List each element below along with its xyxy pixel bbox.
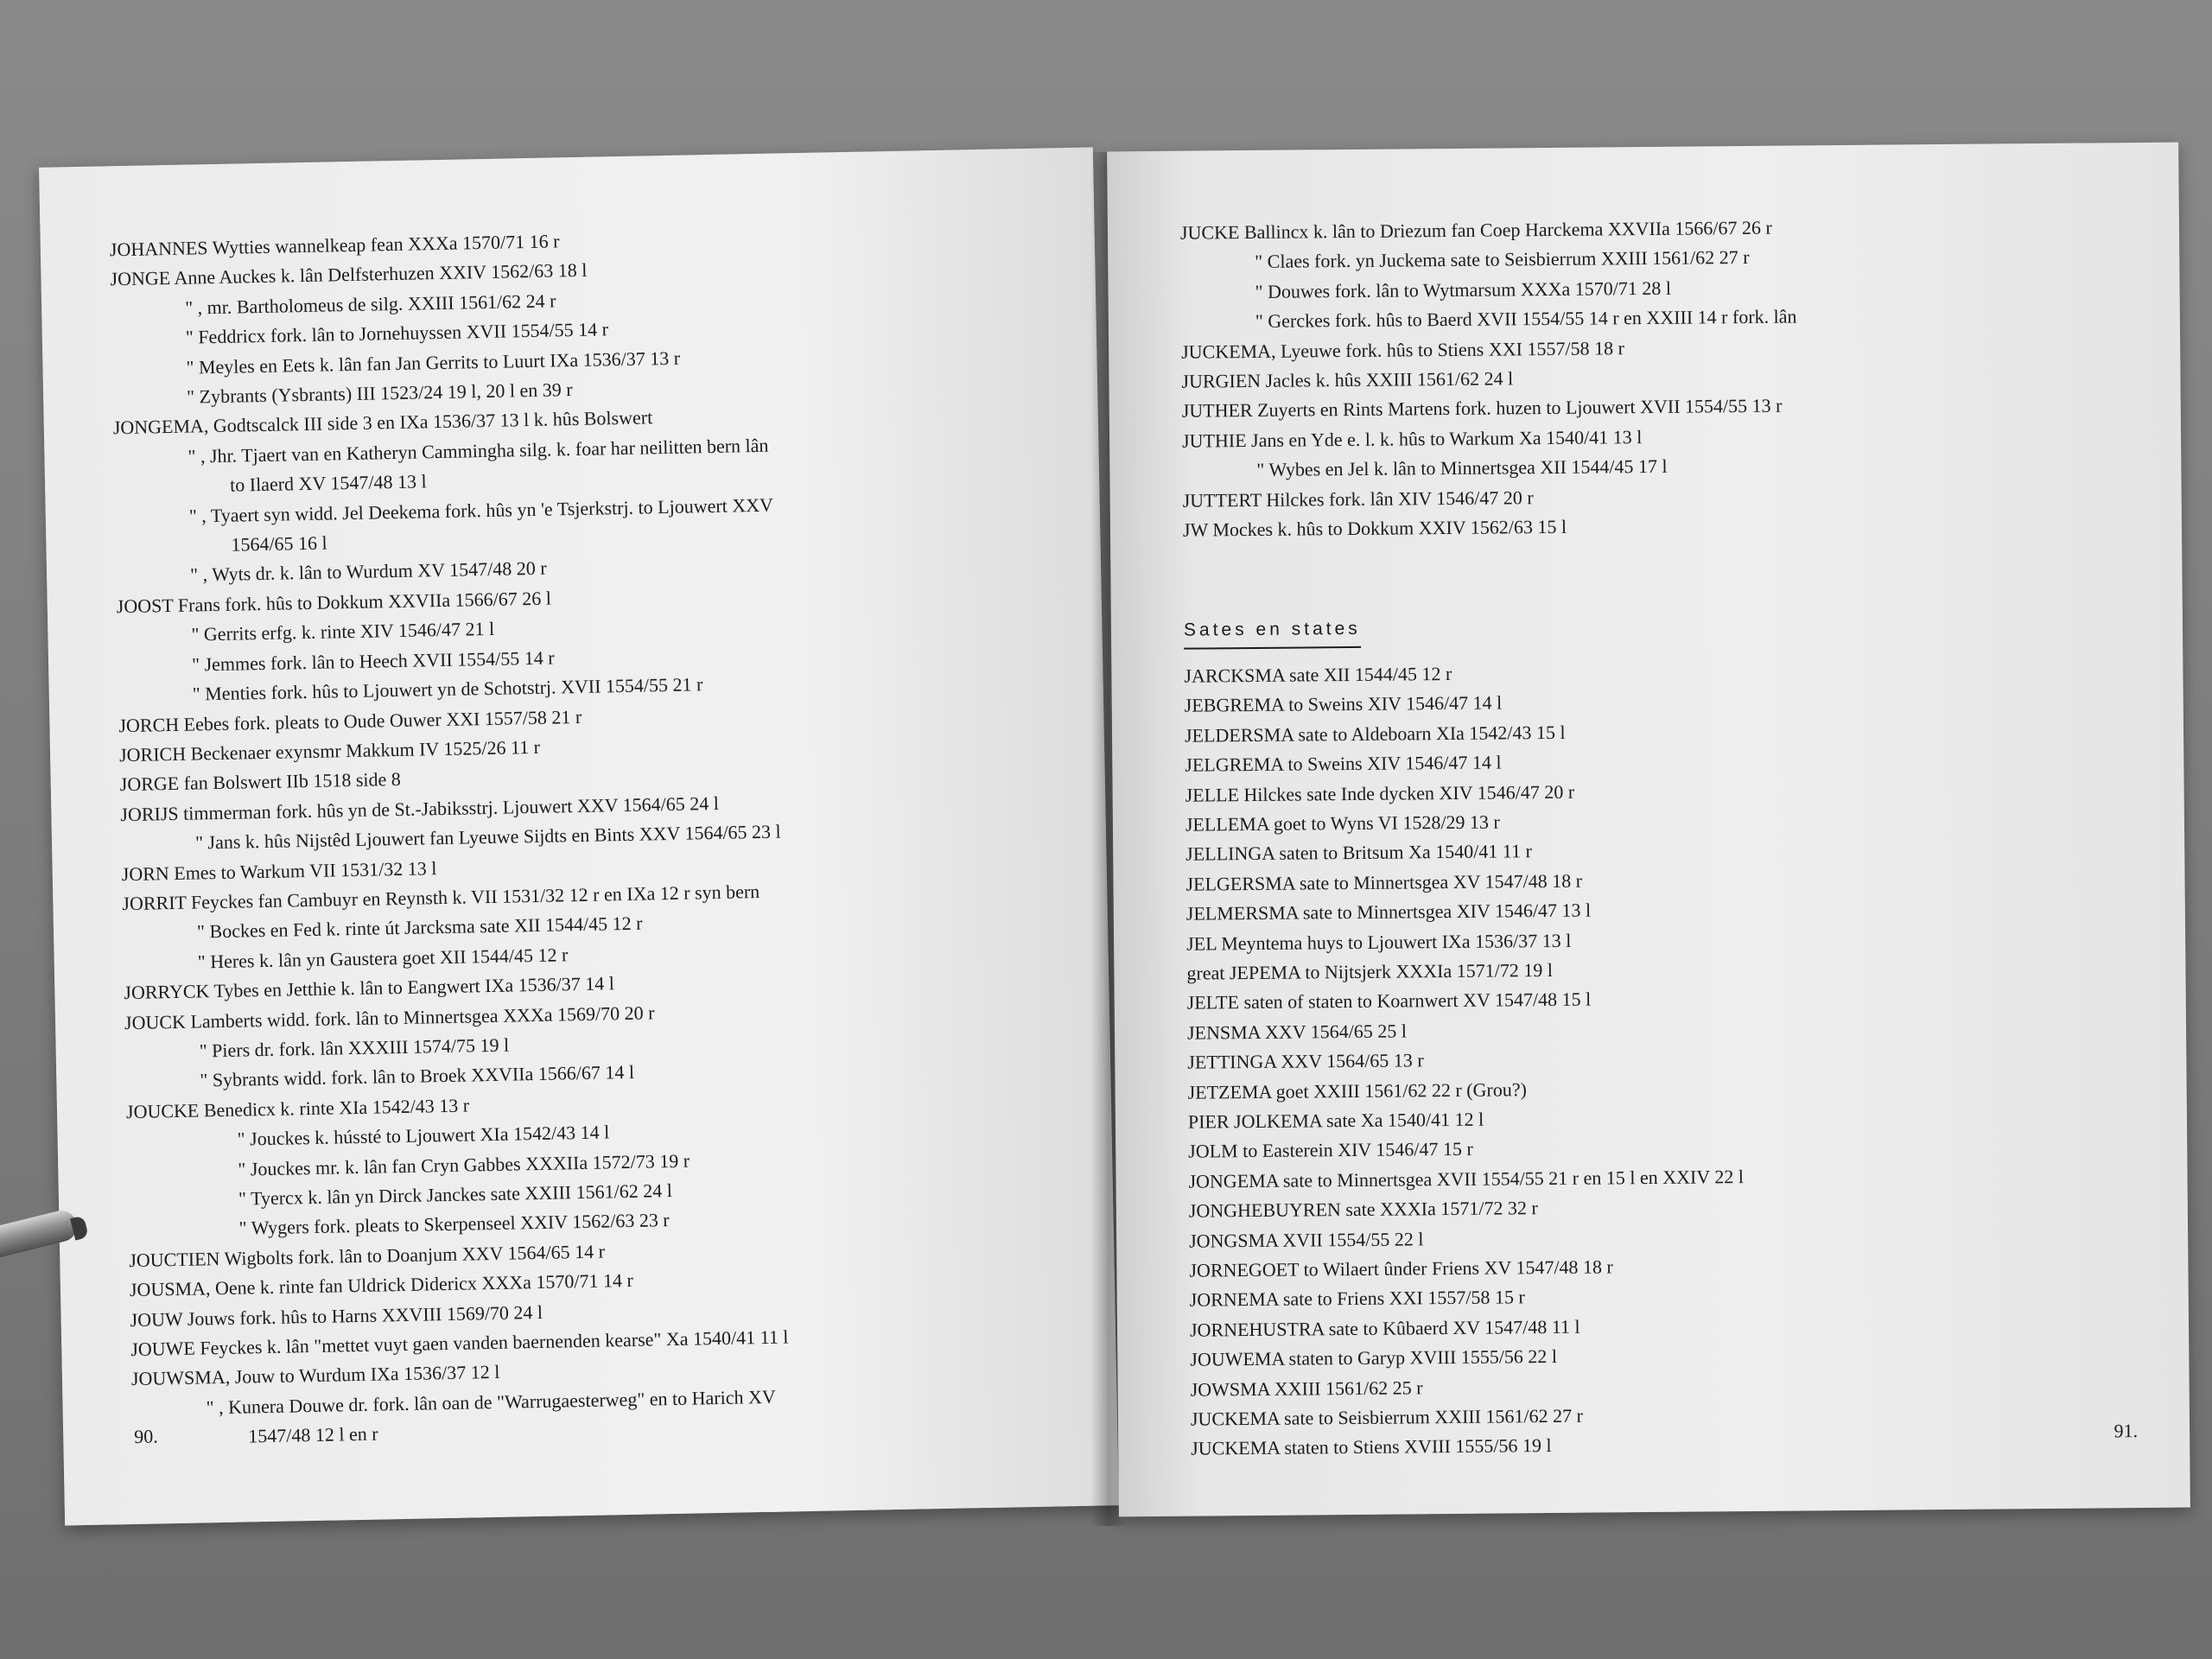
index-entry: JOWSMA XXIII 1561/62 25 r [1190,1376,1423,1401]
index-entry: JORICH Beckenaer exynsmr Makkum IV 1525/26 11 r [118,735,541,766]
index-entry: " Zybrants (Ysbrants) III 1523/24 19 l, 20 l en 39 r [186,378,573,408]
index-entry: JEL Meyntema huys to Ljouwert IXa 1536/37 13 l [1186,929,1572,955]
index-entry: JORNEHUSTRA sate to Kûbaerd XV 1547/48 11 l [1189,1315,1580,1341]
index-entry: " Claes fork. yn Juckema sate to Seisbierrum XXIII 1561/62 27 r [1255,246,1750,273]
index-entry: JELTE saten of staten to Koarnwert XV 1547/48 15 l [1186,988,1592,1014]
index-entry: " Gerckes fork. hûs to Baerd XVII 1554/55 14 r en XXIII 14 r fork. lân [1255,305,1797,333]
index-entry: " Piers dr. fork. lân XXXIII 1574/75 19 l [199,1033,510,1062]
index-entry: JEBGREMA to Sweins XIV 1546/47 14 l [1184,691,1503,716]
index-entry: JORGE fan Bolswert IIb 1518 side 8 [119,768,402,796]
index-entry: " , Kunera Douwe dr. fork. lân oan de "Warrugaesterweg" en to Harich XV [206,1385,777,1419]
index-entry: JETTINGA XXV 1564/65 13 r [1187,1049,1424,1073]
index-entry: JONGEMA, Godtscalck III side 3 en IXa 1536/37 13 l k. hûs Bolswert [112,406,653,439]
index-entry: JOUWE Feyckes k. lân "mettet vuyt gaen vanden baernenden kearse" Xa 1540/41 11 l [130,1325,789,1361]
index-entry: " Tyercx k. lân yn Dirck Janckes sate XXIII 1561/62 24 l [238,1179,673,1210]
index-entry: JUCKEMA, Lyeuwe fork. hûs to Stiens XXI 1557/58 18 r [1181,336,1624,363]
index-entry: JORNEMA sate to Friens XXI 1557/58 15 r [1189,1286,1525,1312]
index-entry: " , Tyaert syn widd. Jel Deekema fork. hûs yn 'e Tsjerkstrj. to Ljouwert XXV [188,493,774,527]
index-entry: JONGE Anne Auckes k. lân Delfsterhuzen XXIV 1562/63 18 l [110,259,588,290]
index-entry: 1564/65 16 l [231,531,327,556]
index-entry: JOUCTIEN Wigbolts fork. lân to Doanjum XXV 1564/65 14 r [129,1240,606,1271]
sates-list [1184,653,2158,1465]
index-entry: JUCKEMA staten to Stiens XVIII 1555/56 19 l [1191,1434,1552,1460]
index-entry: JOUWEMA staten to Garyp XVIII 1555/56 22 l [1190,1345,1558,1370]
index-entry: " Jouckes mr. k. lân fan Cryn Gabbes XXXIIa 1572/73 19 r [238,1149,690,1180]
index-entry: JOHANNES Wytties wannelkeap fean XXXa 1570/71 16 r [109,230,560,261]
index-entry: " , Jhr. Tjaert van en Katheryn Cammingha silg. k. foar har neilitten bern lân [188,434,769,467]
index-entry: JELLEMA goet to Wyns VI 1528/29 13 r [1185,810,1500,836]
section-heading: Sates en states [1184,614,1361,649]
index-entry: JOUW Jouws fork. hûs to Harns XXVIII 1569/70 24 l [130,1300,543,1331]
index-entry: " Menties fork. hûs to Ljouwert yn de Schotstrj. XVII 1554/55 21 r [192,673,703,705]
left-page-number: 90. [133,1425,158,1448]
right-page [1107,143,2190,1517]
index-entry: JETZEMA goet XXIII 1561/62 22 r (Grou?) [1187,1077,1527,1103]
index-entry: JOUWSMA, Jouw to Wurdum IXa 1536/37 12 l [130,1361,500,1390]
index-entry: " Douwes fork. lân to Wytmarsum XXXa 1570/71 28 l [1255,276,1672,302]
index-entry: " Meyles en Eets k. lân fan Jan Gerrits to Luurt IXa 1536/37 13 r [186,346,681,378]
index-entry: JONGEMA sate to Minnertsgea XVII 1554/55 21 r en 15 l en XXIV 22 l [1188,1165,1745,1192]
index-entry: to Ilaerd XV 1547/48 13 l [229,470,427,496]
index-entry: JORRIT Feyckes fan Cambuyr en Reynsth k. VII 1531/32 12 r en IXa 12 r syn bern [122,880,760,915]
index-entry: JUTHER Zuyerts en Rints Martens fork. huzen to Ljouwert XVII 1554/55 13 r [1181,395,1783,423]
index-entry: " Gerrits erfg. k. rinte XIV 1546/47 21 l [191,618,495,645]
index-entry: PIER JOLKEMA sate Xa 1540/41 12 l [1187,1108,1484,1133]
index-entry: JORRYCK Tybes en Jetthie k. lân to Eangwert IXa 1536/37 14 l [124,972,615,1004]
index-entry: JONGHEBUYREN sate XXXIa 1571/72 32 r [1188,1197,1538,1222]
index-entry: " , Wyts dr. k. lân to Wurdum XV 1547/48 20 r [189,557,547,587]
index-entry: JELLE Hilckes sate Inde dycken XIV 1546/47 20 r [1185,780,1575,806]
index-entry: JUCKEMA sate to Seisbierrum XXIII 1561/62 27 r [1190,1404,1584,1430]
index-entry: JONGSMA XVII 1554/55 22 l [1189,1227,1424,1252]
left-page [39,147,1119,1525]
index-entry: JORNEGOET to Wilaert ûnder Friens XV 1547/48 18 r [1189,1255,1613,1281]
index-entry: JENSMA XXV 1564/65 25 l [1186,1020,1407,1044]
index-entry: JUTTERT Hilckes fork. lân XIV 1546/47 20 r [1182,486,1534,512]
index-entry: " Wygers fork. pleats to Skerpenseel XXIV 1562/63 23 r [238,1209,670,1240]
index-entry: JORN Emes to Warkum VII 1531/32 13 l [121,856,437,885]
index-entry: " , mr. Bartholomeus de silg. XXIII 1561/62 24 r [184,289,556,319]
index-entry: " Feddricx fork. lân to Jornehuyssen XVII 1554/55 14 r [185,318,609,348]
index-entry: " Jemmes fork. lân to Heech XVII 1554/55 14 r [191,646,555,676]
index-entry: JOOST Frans fork. hûs to Dokkum XXVIIa 1566/67 26 l [116,587,552,618]
index-entry: JELGREMA to Sweins XIV 1546/47 14 l [1185,751,1502,776]
index-entry: " Sybrants widd. fork. lân to Broek XXVIIa 1566/67 14 l [200,1061,635,1091]
index-entry: " Jouckes k. hússté to Ljouwert XIa 1542/43 14 l [237,1121,610,1150]
index-entry: JELLINGA saten to Britsum Xa 1540/41 11 r [1185,840,1532,865]
index-entry: great JEPEMA to Nijtsjerk XXXIa 1571/72 19 l [1186,958,1553,984]
index-entry: JOUSMA, Oene k. rinte fan Uldrick Didericx XXXa 1570/71 14 r [129,1269,634,1301]
index-entry: JOLM to Easterein XIV 1546/47 15 r [1188,1138,1473,1163]
index-entry: 1547/48 12 l en r [248,1422,378,1447]
right-page-text [1180,210,2159,1465]
index-entry: JELMERSMA sate to Minnertsgea XIV 1546/47 13 l [1185,899,1592,925]
index-entry: " Jans k. hûs Nijstêd Ljouwert fan Lyeuwe Sijdts en Bints XXV 1564/65 23 l [194,820,781,854]
index-entry: JUCKE Ballincx k. lân to Driezum fan Coep Harckema XXVIIa 1566/67 26 r [1179,216,1772,244]
index-entry: " Heres k. lân yn Gaustera goet XII 1544/45 12 r [197,944,569,973]
right-entries-list [1180,210,2151,545]
index-entry: JOUCKE Benedicx k. rinte XIa 1542/43 13 r [125,1094,470,1122]
index-entry: JURGIEN Jacles k. hûs XXIII 1561/62 24 l [1181,367,1514,392]
index-entry: JOUCK Lamberts widd. fork. lân to Minnertsgea XXXa 1569/70 20 r [124,1001,655,1033]
index-entry: JUTHIE Jans en Yde e. l. k. hûs to Warkum Xa 1540/41 13 l [1181,425,1643,452]
index-entry: JORIJS timmerman fork. hûs yn de St.-Jabiksstrj. Ljouwert XXV 1564/65 24 l [120,791,720,825]
index-entry: " Wybes en Jel k. lân to Minnertsgea XII 1544/45 17 l [1256,455,1668,481]
index-entry: JELGERSMA sate to Minnertsgea XV 1547/48 18 r [1185,869,1583,895]
index-entry: " Bockes en Fed k. rinte út Jarcksma sate XII 1544/45 12 r [196,912,643,943]
left-page-text [110,217,1084,1454]
index-entry: JELDERSMA sate to Aldeboarn XIa 1542/43 15 l [1184,721,1566,747]
index-entry: JARCKSMA sate XII 1544/45 12 r [1184,662,1452,687]
index-entry: JORCH Eebes fork. pleats to Oude Ouwer XXI 1557/58 21 r [118,705,582,736]
right-page-number: 91. [2113,1420,2139,1442]
index-entry: JW Mockes k. hûs to Dokkum XXIV 1562/63 15 l [1182,515,1567,541]
